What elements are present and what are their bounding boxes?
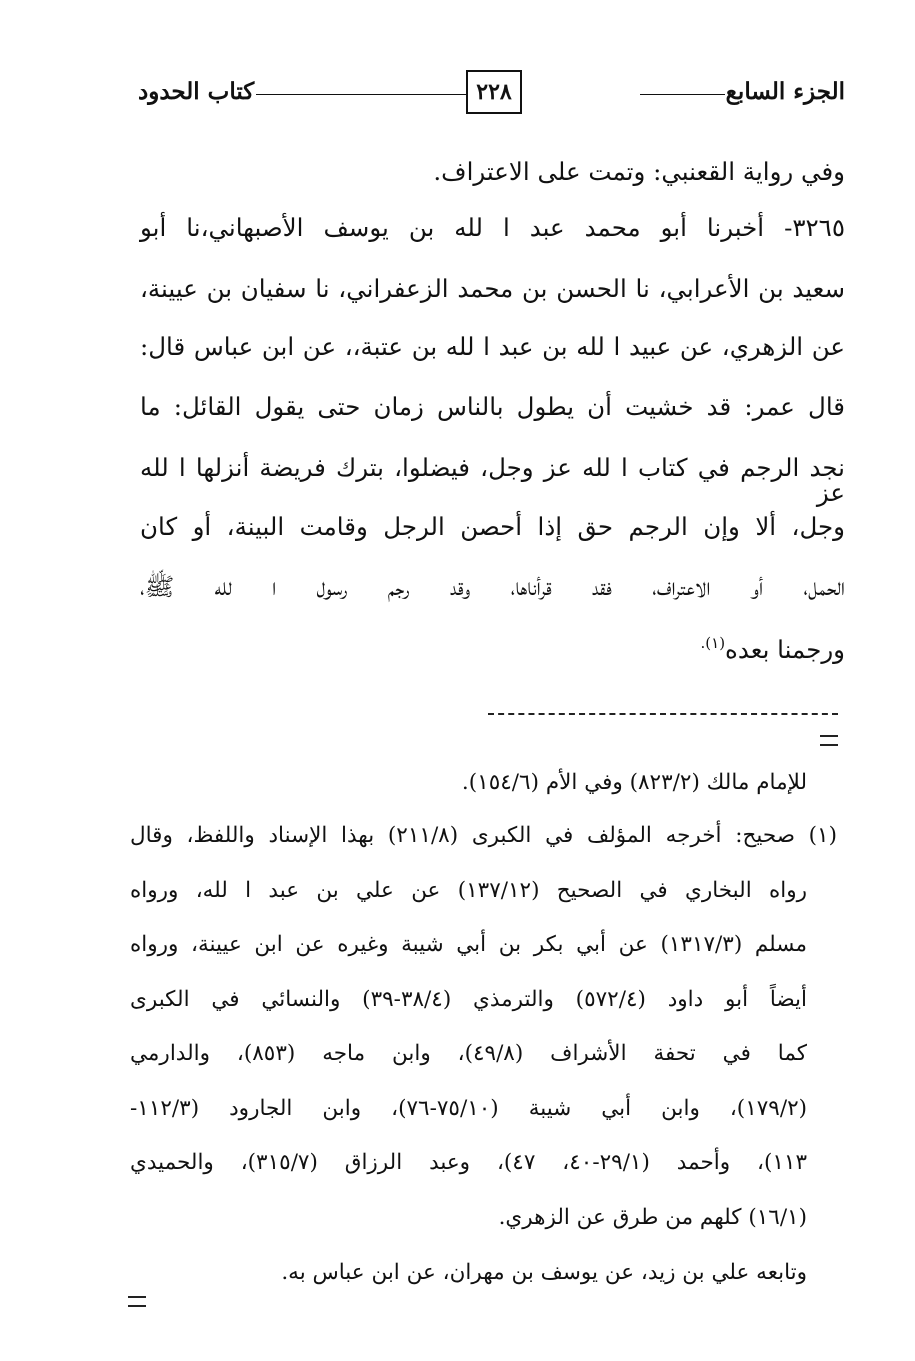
- continuation-mark: [128, 1296, 146, 1307]
- footnote-line: ١١٣)، وأحمد (٢٩/١-٤٠، ٤٧)، وعبد الرزاق (٣١٥/٧)، والحميدي: [130, 1150, 807, 1175]
- footnote-line: رواه البخاري في الصحيح (١٣٧/١٢) عن علي بن عبد ا لله، ورواه: [130, 878, 807, 903]
- body-line-text: ورجمنا بعده: [725, 635, 845, 664]
- continuation-mark: [820, 735, 838, 746]
- body-line: نجد الرجم في كتاب ا لله عز وجل، فيضلوا، بترك فريضة أنزلها ا لله عز: [140, 453, 845, 507]
- footnote-line: مسلم (١٣١٧/٣) عن أبي بكر بن أبي شيبة وغيره عن ابن عيينة، ورواه: [130, 932, 807, 957]
- body-line: ٣٢٦٥- أخبرنا أبو محمد عبد ا لله بن يوسف الأصبهاني،نا أبو: [140, 213, 845, 242]
- body-line: قال عمر: قد خشيت أن يطول بالناس زمان حتى يقول القائل: ما: [140, 392, 845, 421]
- footnote-separator: [488, 713, 838, 715]
- body-line: عن الزهري، عن عبيد ا لله بن عبد ا لله بن عتبة،، عن ابن عباس قال:: [140, 332, 845, 361]
- page-header: [138, 70, 845, 122]
- volume-title: الجزء السابع: [725, 78, 845, 105]
- footnote-line: (١) صحيح: أخرجه المؤلف في الكبرى (٢١١/٨) بهذا الإسناد واللفظ، وقال: [130, 823, 837, 848]
- header-rule-left: [256, 94, 466, 95]
- footnote-marker: (١).: [700, 634, 726, 652]
- footnote-line: (١٧٩/٢)، وابن أبي شيبة (٧٥/١٠-٧٦)، وابن الجارود (١١٢/٣-: [130, 1096, 808, 1121]
- header-rule-right: [640, 94, 725, 95]
- footnote-line: للإمام مالك (٨٢٣/٢) وفي الأم (١٥٤/٦).: [461, 770, 807, 795]
- body-line: سعيد بن الأعرابي، نا الحسن بن محمد الزعفراني، نا سفيان بن عيينة،: [140, 274, 845, 303]
- body-line-last: [701, 636, 846, 663]
- footnote-line: أيضاً أبو داود (٥٧٢/٤) والترمذي (٣٨/٤-٣٩) والنسائي في الكبرى: [130, 987, 807, 1012]
- body-line: وفي رواية القعنبي: وتمت على الاعتراف.: [433, 157, 845, 186]
- body-line: الحمل، أو الاعتراف، فقد قرأناها، وقد رجم رسول ا لله ﷺ،: [140, 572, 845, 601]
- body-line: وجل، ألا وإن الرجم حق إذا أحصن الرجل وقامت البينة، أو كان: [140, 512, 845, 541]
- footnote-line: وتابعه علي بن زيد، عن يوسف بن مهران، عن ابن عباس به.: [281, 1260, 807, 1285]
- page-number: ٢٢٨: [466, 70, 522, 114]
- footnote-line: كما في تحفة الأشراف (٤٩/٨)، وابن ماجه (٨٥٣)، والدارمي: [130, 1041, 807, 1066]
- footnote-line: (١٦/١) كلهم من طرق عن الزهري.: [498, 1205, 807, 1230]
- book-title: كتاب الحدود: [138, 78, 255, 105]
